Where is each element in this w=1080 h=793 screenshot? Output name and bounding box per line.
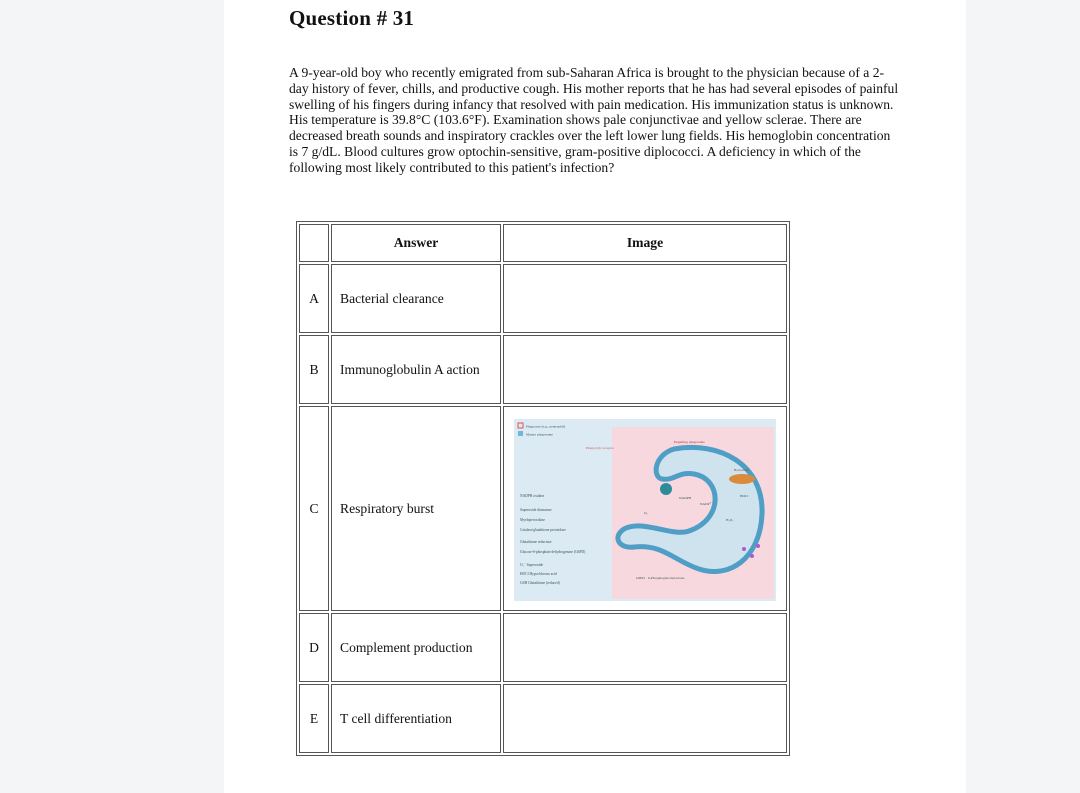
- option-image-cell: [503, 335, 787, 404]
- option-text[interactable]: Complement production: [331, 613, 501, 682]
- question-page: [224, 0, 966, 793]
- letter-header: [299, 224, 329, 262]
- question-stem: A 9-year-old boy who recently emigrated from sub-Saharan Africa is brought to the physician because of a 2-day history of fever, chills, and productive cough. His mother reports that he has had several episodes of painful swelling of his fingers during infancy that resolved with pain medication. His immunization status is unknown. His temperature is 39.8°C (103.6°F). Examination shows pale conjunctivae and yellow sclerae. There are decreased breath sounds and inspiratory crackles over the left lower lung fields. His hemoglobin concentration is 7 g/dL. Blood cultures grow optochin-sensitive, gram-positive diplococci. A deficiency in which of the following most likely contributed to this patient's infection?: [289, 65, 899, 175]
- hocl-label: HOCl: [740, 494, 749, 498]
- answer-row-c[interactable]: [299, 406, 787, 611]
- nadph-oxidase-marker: [660, 483, 672, 495]
- answer-row-a[interactable]: [299, 264, 787, 333]
- option-letter: B: [299, 335, 329, 404]
- step-label: Glutathione reductase: [520, 540, 552, 544]
- abbrev-label: HOCl Hypochlorous acid: [520, 572, 557, 576]
- nadp-label: NADP⁺: [700, 502, 712, 506]
- option-letter: A: [299, 264, 329, 333]
- g6pd-label: G6PD: [636, 576, 645, 580]
- option-letter: E: [299, 684, 329, 753]
- step-label: NADPH oxidase: [520, 494, 545, 498]
- answer-row-b[interactable]: [299, 335, 787, 404]
- question-title: Question # 31: [289, 6, 415, 30]
- option-letter: C: [299, 406, 329, 611]
- granule-dot: [750, 554, 754, 558]
- granule-dot: [756, 544, 760, 548]
- respiratory-burst-diagram[interactable]: [514, 419, 776, 601]
- step-label: Superoxide dismutase: [520, 508, 552, 512]
- legend-text: Mature phagosome: [526, 432, 553, 437]
- step-label: Glucose-6-phosphate dehydrogenase (G6PD): [520, 550, 586, 554]
- granule-dot: [742, 547, 746, 551]
- legend-text: Phagocyte (e.g., neutrophil): [526, 424, 565, 429]
- step-label: Catalase/glutathione peroxidase: [520, 528, 566, 532]
- nadph-label: NADPH: [679, 496, 692, 500]
- abbrev-label: O₂⁻ Superoxide: [520, 563, 544, 567]
- option-letter: D: [299, 613, 329, 682]
- bacterium-shape: [729, 474, 755, 484]
- option-image-cell: [503, 406, 787, 611]
- option-image-cell: [503, 613, 787, 682]
- answer-header: Answer: [331, 224, 501, 262]
- bacterium-label: Bacterium: [734, 468, 749, 472]
- option-text[interactable]: Respiratory burst: [331, 406, 501, 611]
- legend-swatch: [518, 431, 523, 436]
- o2-label: O₂: [644, 511, 648, 515]
- answer-row-d[interactable]: [299, 613, 787, 682]
- option-text[interactable]: Bacterial clearance: [331, 264, 501, 333]
- pentose-label: 6-Phosphogluconolactone: [648, 576, 685, 580]
- respiratory-burst-svg: [514, 419, 776, 601]
- h2o2-label: H₂O₂: [726, 518, 734, 522]
- receptor-label: Phagocytic receptor: [586, 446, 614, 450]
- option-image-cell: [503, 264, 787, 333]
- answer-table: [296, 221, 790, 756]
- abbrev-label: GSH Glutathione (reduced): [520, 581, 560, 585]
- option-text[interactable]: Immunoglobulin A action: [331, 335, 501, 404]
- option-text[interactable]: T cell differentiation: [331, 684, 501, 753]
- step-label: Myeloperoxidase: [520, 518, 545, 522]
- answer-row-e[interactable]: [299, 684, 787, 753]
- option-image-cell: [503, 684, 787, 753]
- engulf-label: Engulfing phagosome: [674, 440, 705, 444]
- table-header-row: [299, 224, 787, 262]
- image-header: Image: [503, 224, 787, 262]
